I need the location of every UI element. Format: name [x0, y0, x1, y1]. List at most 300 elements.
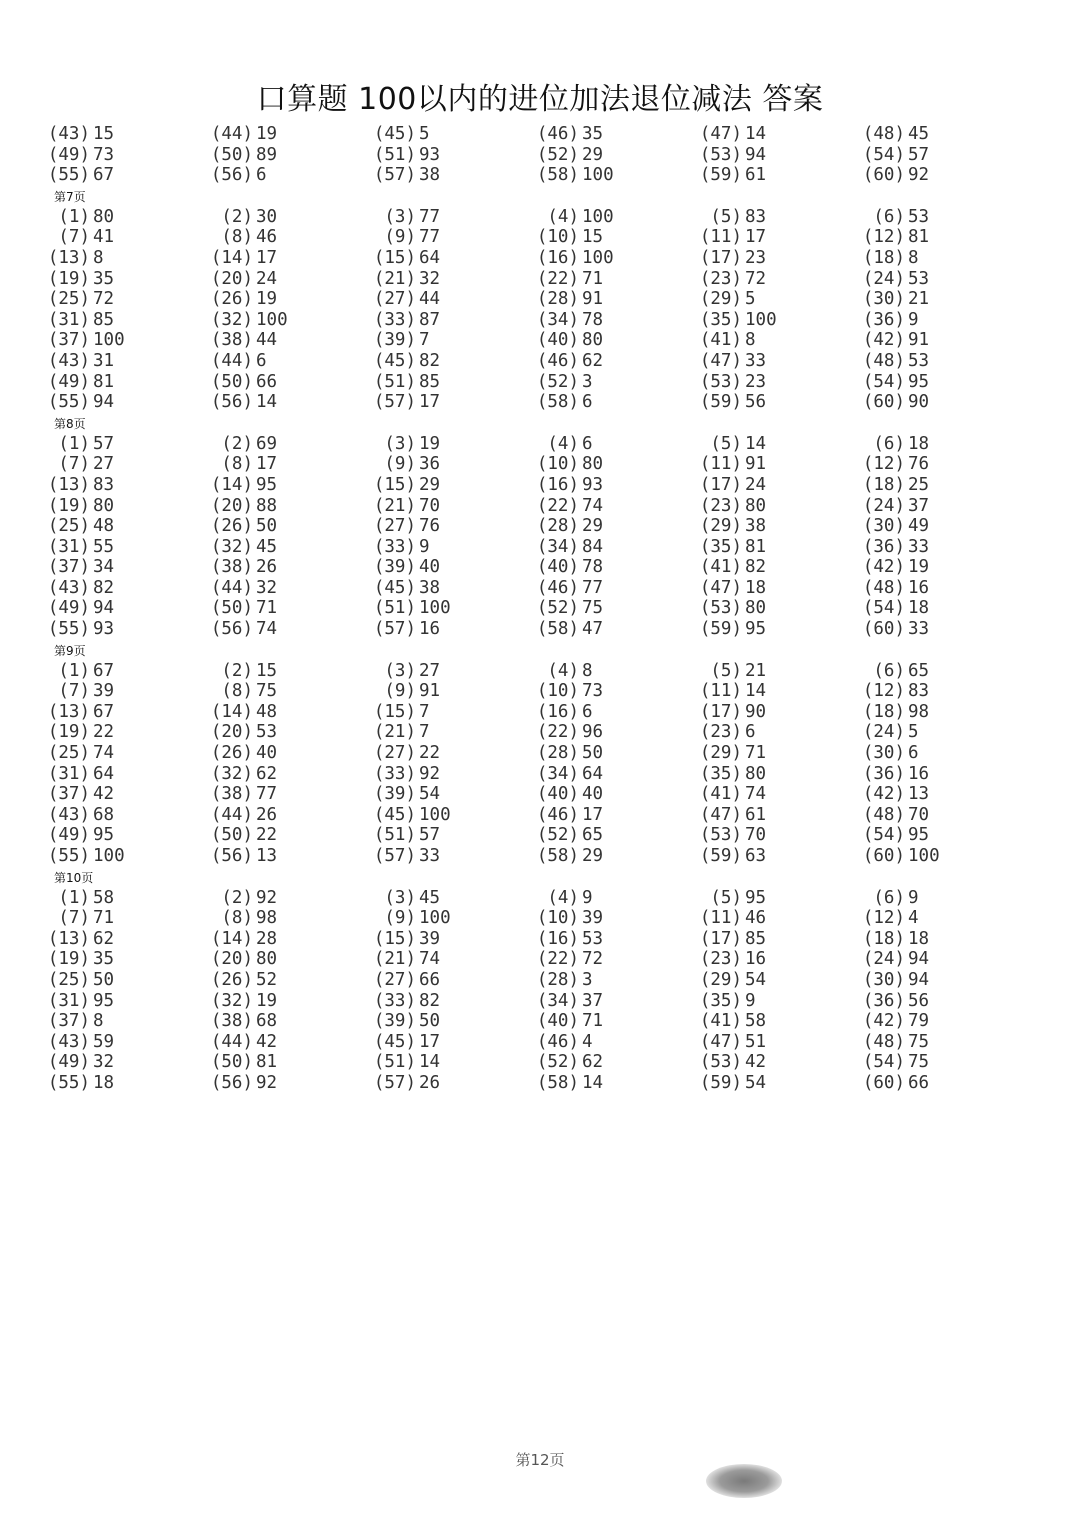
question-number: (45) — [373, 804, 416, 825]
answer-item — [686, 805, 846, 826]
question-number: (9) — [384, 908, 416, 929]
question-number: (59) — [699, 619, 742, 640]
answer-item — [360, 392, 520, 413]
question-number: (42) — [862, 784, 905, 805]
question-number: (55) — [47, 392, 90, 413]
answer-item — [523, 289, 683, 310]
question-number: (36) — [862, 990, 905, 1011]
question-number: (21) — [373, 722, 416, 743]
question-number: (38) — [210, 1011, 253, 1032]
answer-item — [34, 991, 194, 1012]
question-number: (14) — [210, 247, 253, 268]
answer-value: 92 — [419, 763, 441, 784]
question-number: (3) — [384, 660, 416, 681]
question-number: (56) — [210, 619, 253, 640]
answer-item — [197, 743, 357, 764]
answer-value: 81 — [256, 1052, 278, 1073]
answer-value: 95 — [93, 825, 115, 846]
answer-value: 100 — [582, 206, 614, 227]
answer-value: 94 — [93, 392, 115, 413]
answer-item — [849, 289, 1009, 310]
answer-row — [54, 681, 1054, 702]
answer-value: 77 — [256, 784, 278, 805]
question-number: (35) — [699, 309, 742, 330]
answer-value: 9 — [582, 887, 593, 908]
question-number: (44) — [210, 124, 253, 144]
answer-item — [523, 743, 683, 764]
question-number: (57) — [373, 165, 416, 186]
answer-value: 68 — [93, 804, 115, 825]
question-number: (11) — [699, 454, 742, 475]
answer-item — [360, 227, 520, 248]
answer-value: 85 — [93, 309, 115, 330]
answer-value: 8 — [93, 247, 104, 268]
answer-value: 65 — [908, 660, 930, 681]
answer-item — [360, 888, 520, 909]
answer-value: 61 — [745, 165, 767, 186]
answer-value: 90 — [908, 392, 930, 413]
answer-item — [523, 330, 683, 351]
answer-item — [523, 619, 683, 640]
question-number: (30) — [862, 743, 905, 764]
question-number: (39) — [373, 1011, 416, 1032]
question-number: (28) — [536, 743, 579, 764]
answer-value: 83 — [745, 206, 767, 227]
question-number: (16) — [536, 474, 579, 495]
question-number: (42) — [862, 1011, 905, 1032]
answer-value: 28 — [256, 928, 278, 949]
question-number: (32) — [210, 309, 253, 330]
answer-item — [849, 207, 1009, 228]
question-number: (54) — [862, 825, 905, 846]
answer-row — [47, 722, 1054, 743]
question-number: (5) — [710, 660, 742, 681]
answer-value: 73 — [582, 681, 604, 702]
answer-value: 27 — [419, 660, 441, 681]
answer-value: 62 — [582, 350, 604, 371]
question-number: (51) — [373, 598, 416, 619]
answer-value: 6 — [582, 701, 593, 722]
question-number: (4) — [547, 433, 579, 454]
answer-item — [34, 475, 194, 496]
question-number: (38) — [210, 557, 253, 578]
question-number: (58) — [536, 165, 579, 186]
answer-row — [54, 227, 1054, 248]
answer-row — [47, 743, 1054, 764]
answer-value: 53 — [908, 350, 930, 371]
answer-item — [197, 557, 357, 578]
question-number: (27) — [373, 969, 416, 990]
question-number: (60) — [862, 619, 905, 640]
answer-item — [360, 557, 520, 578]
answer-item — [34, 537, 194, 558]
answer-value: 33 — [908, 619, 930, 640]
answer-value: 98 — [908, 701, 930, 722]
question-number: (44) — [210, 1031, 253, 1052]
answer-value: 33 — [745, 350, 767, 371]
answer-item — [360, 1011, 520, 1032]
answer-value: 70 — [745, 825, 767, 846]
answer-item — [523, 124, 683, 145]
answer-item — [686, 991, 846, 1012]
answer-value: 6 — [582, 392, 593, 413]
question-number: (4) — [547, 660, 579, 681]
answer-row — [47, 371, 1054, 393]
question-number: (31) — [47, 990, 90, 1011]
answer-item — [34, 825, 194, 846]
question-number: (6) — [873, 887, 905, 908]
answer-item — [197, 949, 357, 970]
question-number: (18) — [862, 701, 905, 722]
answer-item — [360, 124, 520, 145]
answer-row — [47, 825, 1054, 846]
question-number: (13) — [47, 928, 90, 949]
question-number: (29) — [699, 743, 742, 764]
answer-value: 3 — [582, 969, 593, 990]
answer-value: 100 — [256, 309, 288, 330]
answer-row — [47, 289, 1054, 310]
answer-item — [34, 888, 194, 909]
question-number: (10) — [536, 227, 579, 248]
question-number: (25) — [47, 969, 90, 990]
question-number: (8) — [221, 681, 253, 702]
answer-value: 100 — [419, 598, 451, 619]
answer-item — [34, 516, 194, 537]
answer-value: 9 — [908, 309, 919, 330]
answer-value: 100 — [93, 330, 125, 351]
answer-value: 91 — [419, 681, 441, 702]
question-number: (49) — [47, 598, 90, 619]
answer-value: 82 — [419, 350, 441, 371]
question-number: (8) — [221, 908, 253, 929]
answer-item — [849, 722, 1009, 743]
answer-value: 15 — [582, 227, 604, 248]
question-number: (24) — [862, 949, 905, 970]
answer-item — [523, 496, 683, 517]
question-number: (11) — [699, 681, 742, 702]
question-number: (49) — [47, 144, 90, 165]
question-number: (56) — [210, 846, 253, 866]
answer-item — [523, 145, 683, 166]
answer-item — [686, 722, 846, 743]
question-number: (14) — [210, 701, 253, 722]
answer-value: 81 — [93, 371, 115, 392]
answer-item — [523, 1011, 683, 1032]
question-number: (60) — [862, 1072, 905, 1093]
answer-value: 62 — [93, 928, 115, 949]
section-label: 第8页 — [54, 416, 86, 431]
answer-value: 67 — [93, 165, 115, 186]
question-number: (43) — [47, 350, 90, 371]
question-number: (58) — [536, 1072, 579, 1093]
answer-value: 50 — [93, 969, 115, 990]
page-number: 第12页 — [515, 1451, 565, 1469]
answer-item — [360, 784, 520, 805]
answer-item — [360, 145, 520, 166]
answer-value: 64 — [419, 247, 441, 268]
answer-item — [849, 1011, 1009, 1032]
answer-item — [686, 661, 846, 682]
answer-item — [686, 516, 846, 537]
question-number: (1) — [58, 433, 90, 454]
answer-item — [849, 372, 1009, 393]
answer-value: 26 — [256, 557, 278, 578]
answer-row — [47, 1052, 1054, 1073]
question-number: (36) — [862, 309, 905, 330]
question-number: (26) — [210, 516, 253, 537]
question-number: (45) — [373, 577, 416, 598]
answer-value: 35 — [582, 124, 604, 144]
answer-value: 33 — [419, 846, 441, 866]
question-number: (50) — [210, 144, 253, 165]
question-number: (6) — [873, 433, 905, 454]
answer-item — [686, 825, 846, 846]
question-number: (30) — [862, 969, 905, 990]
answer-item — [686, 434, 846, 455]
answer-item — [686, 1073, 846, 1094]
question-number: (21) — [373, 268, 416, 289]
answer-value: 53 — [582, 928, 604, 949]
question-number: (3) — [384, 206, 416, 227]
question-number: (29) — [699, 969, 742, 990]
answer-item — [197, 805, 357, 826]
answer-item — [34, 124, 194, 145]
answer-value: 4 — [908, 908, 919, 929]
answer-value: 72 — [745, 268, 767, 289]
answer-value: 78 — [582, 309, 604, 330]
answer-value: 57 — [93, 433, 115, 454]
answer-value: 62 — [582, 1052, 604, 1073]
answer-item — [849, 475, 1009, 496]
answer-value: 80 — [745, 495, 767, 516]
answer-value: 91 — [745, 454, 767, 475]
answer-value: 58 — [745, 1011, 767, 1032]
answer-item — [34, 805, 194, 826]
question-number: (15) — [373, 701, 416, 722]
question-number: (52) — [536, 1052, 579, 1073]
answer-value: 7 — [419, 701, 430, 722]
question-number: (60) — [862, 846, 905, 866]
answer-item — [849, 145, 1009, 166]
answer-value: 77 — [419, 227, 441, 248]
answer-item — [523, 1052, 683, 1073]
question-number: (38) — [210, 784, 253, 805]
answer-item — [34, 661, 194, 682]
answer-value: 16 — [745, 949, 767, 970]
answer-item — [197, 825, 357, 846]
question-number: (49) — [47, 825, 90, 846]
answer-value: 52 — [256, 969, 278, 990]
answer-item — [197, 124, 357, 145]
answer-value: 77 — [582, 577, 604, 598]
answer-value: 15 — [256, 660, 278, 681]
question-number: (46) — [536, 804, 579, 825]
answer-value: 66 — [256, 371, 278, 392]
question-number: (60) — [862, 165, 905, 186]
question-number: (49) — [47, 1052, 90, 1073]
question-number: (23) — [699, 722, 742, 743]
answer-item — [197, 722, 357, 743]
answer-item — [34, 764, 194, 785]
answer-value: 89 — [256, 144, 278, 165]
answer-value: 98 — [256, 908, 278, 929]
question-number: (50) — [210, 1052, 253, 1073]
smudge-mark — [706, 1464, 782, 1498]
answer-value: 74 — [582, 495, 604, 516]
answer-item — [34, 145, 194, 166]
answer-item — [360, 805, 520, 826]
answer-item — [523, 846, 683, 867]
answer-value: 24 — [745, 474, 767, 495]
answer-value: 22 — [93, 722, 115, 743]
answer-item — [686, 846, 846, 867]
answer-value: 56 — [908, 990, 930, 1011]
question-number: (31) — [47, 309, 90, 330]
question-number: (10) — [536, 454, 579, 475]
answer-item — [849, 805, 1009, 826]
answer-row — [47, 1011, 1054, 1032]
answer-value: 6 — [745, 722, 756, 743]
answer-item — [523, 681, 683, 702]
answer-item — [523, 929, 683, 950]
question-number: (5) — [710, 206, 742, 227]
answer-row — [54, 454, 1054, 475]
question-number: (59) — [699, 165, 742, 186]
answer-value: 62 — [256, 763, 278, 784]
question-number: (7) — [58, 454, 90, 475]
section-label: 第9页 — [54, 643, 86, 658]
answer-item — [849, 248, 1009, 269]
question-number: (37) — [47, 557, 90, 578]
answer-value: 100 — [419, 908, 451, 929]
answer-value: 71 — [582, 268, 604, 289]
question-number: (2) — [221, 206, 253, 227]
answer-value: 83 — [93, 474, 115, 495]
answer-item — [197, 392, 357, 413]
answer-value: 57 — [419, 825, 441, 846]
answer-value: 32 — [256, 577, 278, 598]
answer-value: 72 — [582, 949, 604, 970]
answer-item — [197, 145, 357, 166]
answer-value: 80 — [582, 454, 604, 475]
answer-item — [34, 1032, 194, 1053]
answer-item — [686, 248, 846, 269]
question-number: (20) — [210, 495, 253, 516]
answer-value: 6 — [908, 743, 919, 764]
answer-item — [360, 970, 520, 991]
question-number: (34) — [536, 536, 579, 557]
question-number: (16) — [536, 247, 579, 268]
answer-value: 29 — [582, 144, 604, 165]
question-number: (38) — [210, 330, 253, 351]
answer-item — [34, 1073, 194, 1094]
answer-item — [523, 949, 683, 970]
answer-item — [360, 269, 520, 290]
answer-item — [849, 784, 1009, 805]
answer-item — [197, 537, 357, 558]
answer-value: 71 — [582, 1011, 604, 1032]
answer-value: 17 — [582, 804, 604, 825]
question-number: (24) — [862, 722, 905, 743]
answer-row — [47, 268, 1054, 290]
answer-item — [197, 475, 357, 496]
answer-item — [360, 1032, 520, 1053]
question-number: (1) — [58, 887, 90, 908]
answer-item — [360, 908, 520, 929]
question-number: (50) — [210, 371, 253, 392]
answer-item — [197, 372, 357, 393]
answer-item — [197, 1011, 357, 1032]
answer-item — [686, 1032, 846, 1053]
answer-row — [47, 990, 1054, 1012]
answer-item — [197, 681, 357, 702]
answer-item — [34, 929, 194, 950]
answer-item — [686, 454, 846, 475]
answer-item — [686, 743, 846, 764]
answer-item — [34, 702, 194, 723]
answer-value: 100 — [419, 804, 451, 825]
answer-item — [360, 991, 520, 1012]
answer-item — [523, 372, 683, 393]
answer-item — [197, 929, 357, 950]
answer-value: 67 — [93, 701, 115, 722]
answer-item — [197, 289, 357, 310]
answer-value: 18 — [908, 433, 930, 454]
answer-sheet — [47, 124, 1054, 1094]
answer-item — [849, 351, 1009, 372]
question-number: (4) — [547, 887, 579, 908]
answer-value: 17 — [745, 227, 767, 248]
answer-value: 92 — [908, 165, 930, 186]
answer-value: 46 — [745, 908, 767, 929]
answer-value: 26 — [256, 804, 278, 825]
question-number: (51) — [373, 825, 416, 846]
answer-value: 23 — [745, 371, 767, 392]
answer-item — [360, 475, 520, 496]
answer-value: 42 — [256, 1031, 278, 1052]
answer-item — [523, 825, 683, 846]
answer-value: 5 — [419, 124, 430, 144]
question-number: (26) — [210, 743, 253, 764]
question-number: (6) — [873, 660, 905, 681]
question-number: (20) — [210, 722, 253, 743]
answer-value: 40 — [582, 784, 604, 805]
answer-item — [197, 578, 357, 599]
answer-item — [360, 825, 520, 846]
question-number: (10) — [536, 681, 579, 702]
question-number: (9) — [384, 681, 416, 702]
answer-item — [197, 764, 357, 785]
question-number: (1) — [58, 660, 90, 681]
question-number: (2) — [221, 660, 253, 681]
answer-value: 92 — [256, 1072, 278, 1093]
question-number: (37) — [47, 784, 90, 805]
answer-value: 94 — [93, 598, 115, 619]
question-number: (46) — [536, 1031, 579, 1052]
question-number: (58) — [536, 619, 579, 640]
answer-value: 57 — [908, 144, 930, 165]
answer-item — [849, 619, 1009, 640]
answer-row — [47, 495, 1054, 517]
question-number: (34) — [536, 309, 579, 330]
question-number: (13) — [47, 474, 90, 495]
answer-value: 100 — [745, 309, 777, 330]
question-number: (54) — [862, 598, 905, 619]
question-number: (53) — [699, 144, 742, 165]
question-number: (44) — [210, 577, 253, 598]
question-number: (58) — [536, 846, 579, 866]
answer-value: 32 — [419, 268, 441, 289]
